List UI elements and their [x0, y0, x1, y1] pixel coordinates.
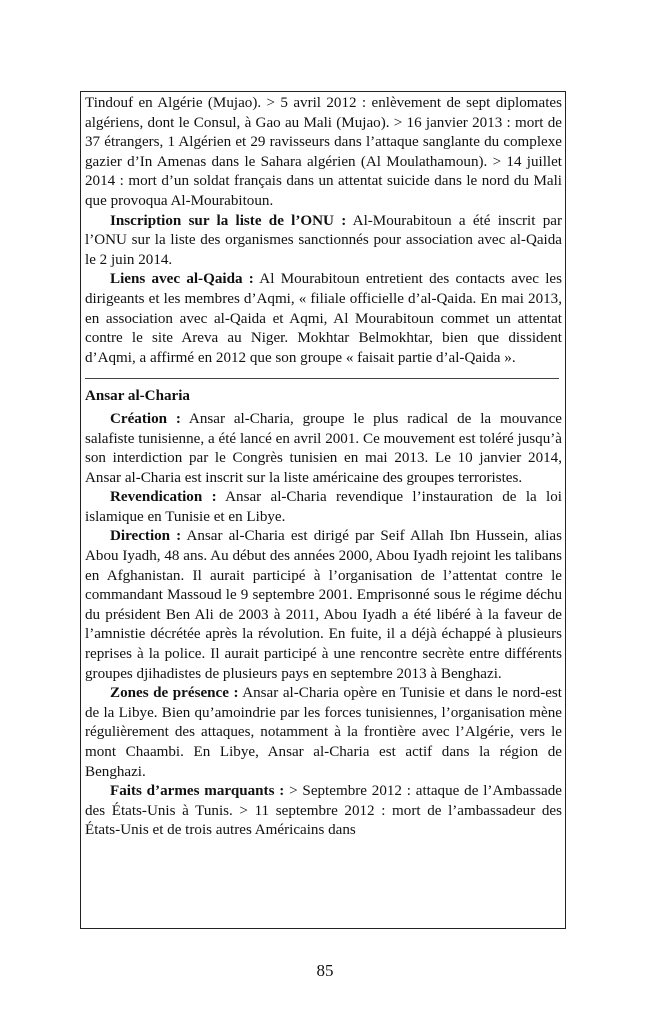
paragraph-label: Direction :: [110, 528, 182, 545]
paragraph-label: Inscription sur la liste de l’ONU :: [110, 212, 347, 229]
paragraph-text: Al-Mourabitoun a été inscrit par l’ONU sur la liste des organismes sanctionnés pour association avec al-Qaida le 2 juin 2014.: [85, 212, 562, 268]
paragraph-al-qaida-links: [85, 270, 562, 368]
paragraph-text: Ansar al-Charia opère en Tunisie et dans le nord-est de la Libye. Bien qu’amoindrie par les forces tunisiennes, l’organisation mène régulièrement des attaques, notamment à la frontière avec l’Algérie, vers le mont Chaambi. En Libye, Ansar al-Charia est actif dans la région de Benghazi.: [85, 685, 562, 780]
paragraph-text: > Septembre 2012 : attaque de l’Ambassade des États-Unis à Tunis. > 11 septembre 2012 : mort de l’ambassadeur des États-Unis et de trois autres Américains dans: [85, 783, 562, 839]
paragraph-direction: [85, 527, 562, 684]
paragraph-zones: [85, 684, 562, 782]
paragraph-text: Al Mourabitoun entretient des contacts avec les dirigeants et les membres d’Aqmi, « filiale officielle d’al-Qaida. En mai 2013, en association avec al-Qaida et Aqmi, Al Mourabitoun commet un attentat contre le site Areva au Niger. Mokhtar Belmokhtar, bien que dissident d’Aqmi, a affirmé en 2012 que son groupe « faisait partie d’al-Qaida ».: [85, 271, 562, 366]
paragraph-text: Ansar al-Charia est dirigé par Seif Allah Ibn Hussein, alias Abou Iyadh, 48 ans. Au début des années 2000, Abou Iyadh rejoint les talibans en Afghanistan. Il aurait participé à l’organisation de l’attentat contre le commandant Massoud le 9 septembre 2001. Emprisonné sous le régime déchu du président Ben Ali de 2003 à 2011, Abou Iyadh a été libéré à la faveur de l’amnistie décrétée après la révolution. En fuite, il a déjà échappé à plusieurs reprises à la police. Il aurait participé à une rencontre secrète entre différents groupes djihadistes de plusieurs pays en septembre 2013 à Benghazi.: [85, 528, 562, 682]
paragraph-faits-armes: [85, 782, 562, 841]
paragraph-label: Revendication :: [110, 489, 217, 506]
paragraph-creation: [85, 410, 562, 488]
paragraph-revendication: [85, 488, 562, 527]
paragraph-label: Liens avec al-Qaida :: [110, 271, 254, 288]
paragraph-text: Ansar al-Charia revendique l’instauration de la loi islamique en Tunisie et en Libye.: [85, 489, 562, 525]
text-box: [80, 91, 566, 929]
paragraph-label: Création :: [110, 410, 181, 427]
continued-paragraph: Tindouf en Algérie (Mujao). > 5 avril 2012 : enlèvement de sept diplomates algériens, dont le Consul, à Gao au Mali (Mujao). > 16 janvier 2013 : mort de 37 étrangers, 1 Algérien et 29 ravisseurs dans l’attaque sanglante du complexe gazier d’In Amenas dans le Sahara algérien (Al Moulathamoun). > 14 juillet 2014 : mort d’un soldat français dans un attentat suicide dans le nord du Mali que provoqua Al-Mourabitoun.: [85, 95, 562, 209]
paragraph-text: Ansar al-Charia, groupe le plus radical de la mouvance salafiste tunisienne, a été lancé en avril 2001. Ce mouvement est toléré jusqu’à son interdiction par le Congrès tunisien en mai 2013. Le 10 janvier 2014, Ansar al-Charia est inscrit sur la liste américaine des groupes terroristes.: [85, 410, 562, 486]
paragraph-label: Zones de présence :: [110, 685, 239, 702]
paragraph-un-listing: [85, 212, 562, 271]
paragraph-label: Faits d’armes marquants :: [110, 783, 285, 800]
page-number: 85: [316, 961, 334, 980]
section-divider: [85, 378, 559, 379]
section-heading: Ansar al-Charia: [85, 388, 190, 405]
